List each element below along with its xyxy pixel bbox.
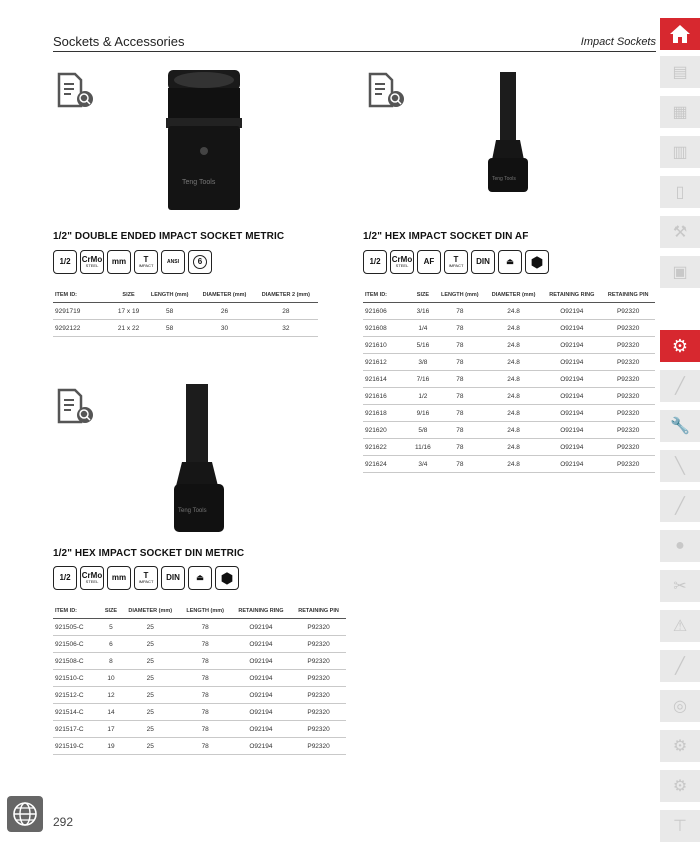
table-cell: P92320	[601, 456, 655, 473]
sidebar-tab-gears[interactable]	[660, 730, 700, 764]
table-cell: O92194	[542, 320, 601, 337]
ansi-icon: ANSI	[161, 250, 185, 274]
svg-text:Teng Tools: Teng Tools	[178, 508, 207, 514]
table-row	[53, 687, 346, 704]
double-ended-socket-image	[160, 66, 250, 221]
af-icon: AF	[417, 250, 441, 274]
sockets-icon: ⚙	[671, 335, 689, 356]
sidebar-tab-sockets[interactable]	[660, 330, 700, 364]
sidebar-tab-keys[interactable]	[660, 450, 700, 484]
table-cell: P92320	[601, 303, 655, 320]
table-cell: 921505-C	[53, 619, 101, 636]
table-cell: 8	[101, 653, 121, 670]
table-cell: O92194	[542, 371, 601, 388]
retaining-ring-icon: ⏏	[498, 250, 522, 274]
table-cell: 24.8	[485, 337, 542, 354]
sidebar-tab-toolstorage[interactable]	[660, 56, 700, 90]
set-icon: ▣	[672, 264, 688, 281]
col-header: SIZE	[101, 608, 121, 619]
table-cell: 921519-C	[53, 738, 101, 755]
table-cell: O92194	[231, 687, 291, 704]
table-cell: 3/8	[411, 354, 435, 371]
table-cell: 78	[435, 439, 485, 456]
sidebar-tab-measuring[interactable]	[660, 530, 700, 564]
table-cell: O92194	[231, 653, 291, 670]
pliers-icon: ✂	[673, 578, 687, 595]
home-icon	[669, 24, 691, 44]
impact-icon: T IMPACT	[444, 250, 468, 274]
table-cell: P92320	[601, 371, 655, 388]
sidebar-tab-specialist[interactable]	[660, 810, 700, 844]
table-cell: 3/16	[411, 303, 435, 320]
sidebar-tab-trolley[interactable]	[660, 96, 700, 130]
table-cell: 24.8	[485, 456, 542, 473]
impact-icon: T IMPACT	[134, 566, 158, 590]
table-cell: 11/16	[411, 439, 435, 456]
sidebar-tab-toolkits[interactable]	[660, 216, 700, 250]
table-cell: P92320	[291, 738, 346, 755]
table-cell: 921517-C	[53, 721, 101, 738]
subsection-title: Impact Sockets	[580, 36, 656, 48]
col-header: RETAINING RING	[231, 608, 291, 619]
table-cell: O92194	[542, 337, 601, 354]
table-cell: 25	[121, 687, 180, 704]
tester-icon: ╱	[675, 658, 685, 675]
table-cell: O92194	[542, 456, 601, 473]
half-inch-drive-icon: 1/2	[53, 566, 77, 590]
table-cell: 78	[180, 704, 231, 721]
sidebar-tab-chest[interactable]	[660, 136, 700, 170]
table-cell: 921508-C	[53, 653, 101, 670]
table-row	[363, 422, 655, 439]
table-cell: 921616	[363, 388, 411, 405]
din-icon: DIN	[471, 250, 495, 274]
table-cell: P92320	[601, 320, 655, 337]
sidebar-tab-screwdrivers[interactable]	[660, 370, 700, 404]
metric-icon: mm	[107, 250, 131, 274]
col-header: LENGTH (mm)	[435, 292, 485, 303]
table-cell: 25	[121, 619, 180, 636]
sidebar-tab-electrical[interactable]	[660, 650, 700, 684]
product1-table	[53, 292, 318, 337]
table-cell: 78	[180, 738, 231, 755]
table-cell: 24.8	[485, 303, 542, 320]
din-icon: DIN	[161, 566, 185, 590]
table-cell: 10	[101, 670, 121, 687]
table-row	[363, 405, 655, 422]
table-cell: O92194	[231, 738, 291, 755]
page-number: 292	[53, 815, 74, 829]
table-cell: O92194	[231, 704, 291, 721]
document-search-icon[interactable]	[55, 388, 95, 428]
category-sidebar	[660, 18, 700, 844]
table-row: 9292122 21 x 22 58 30 32	[53, 320, 318, 337]
table-cell: 25	[121, 653, 180, 670]
col-header: SIZE	[411, 292, 435, 303]
table-cell: 25	[121, 670, 180, 687]
table-cell: P92320	[601, 337, 655, 354]
table-cell: O92194	[542, 354, 601, 371]
impact-icon: T IMPACT	[134, 250, 158, 274]
table-cell: 25	[121, 721, 180, 738]
crmo-steel-icon: CrMo STEEL	[80, 250, 104, 274]
table-row	[363, 371, 655, 388]
sidebar-tab-workshop[interactable]	[660, 770, 700, 804]
table-cell: 24.8	[485, 320, 542, 337]
wrench-icon: 🔧	[670, 418, 690, 435]
svg-text:Teng Tools: Teng Tools	[492, 176, 516, 182]
table-cell: 78	[435, 371, 485, 388]
svg-text:Teng Tools: Teng Tools	[182, 179, 216, 186]
table-cell: P92320	[601, 422, 655, 439]
table-cell: 1/2	[411, 388, 435, 405]
table-cell: 921610	[363, 337, 411, 354]
col-header: DIAMETER (mm)	[485, 292, 542, 303]
table-cell: P92320	[291, 619, 346, 636]
sidebar-tab-sets[interactable]	[660, 256, 700, 290]
col-header: ITEM ID:	[53, 608, 101, 619]
col-header: SIZE	[113, 292, 144, 303]
table-cell: 921620	[363, 422, 411, 439]
half-inch-drive-icon: 1/2	[53, 250, 77, 274]
col-header: ITEM ID:	[53, 292, 113, 303]
table-cell: 25	[121, 738, 180, 755]
table-cell: 78	[435, 337, 485, 354]
hammer-icon: ╱	[675, 498, 685, 515]
table-cell: O92194	[542, 388, 601, 405]
table-row	[363, 320, 655, 337]
table-cell: 78	[435, 303, 485, 320]
table-cell: O92194	[231, 721, 291, 738]
sidebar-tab-safety[interactable]	[660, 610, 700, 644]
table-cell: 921514-C	[53, 704, 101, 721]
retaining-ring-icon: ⏏	[188, 566, 212, 590]
table-cell: 78	[180, 670, 231, 687]
table-cell: 921510-C	[53, 670, 101, 687]
hexagon-icon: ⬢	[525, 250, 549, 274]
light-icon: ◎	[673, 698, 687, 715]
table-cell: 78	[435, 388, 485, 405]
document-search-icon[interactable]	[55, 72, 95, 112]
table-row	[363, 456, 655, 473]
table-cell: P92320	[291, 687, 346, 704]
col-header: RETAINING PIN	[291, 608, 346, 619]
table-cell: 78	[435, 320, 485, 337]
product3-table	[53, 608, 346, 755]
table-cell: O92194	[542, 439, 601, 456]
table-cell: 921506-C	[53, 636, 101, 653]
locker-icon: ▯	[675, 184, 685, 201]
table-cell: 24.8	[485, 388, 542, 405]
table-row	[53, 721, 346, 738]
table-cell: 24.8	[485, 422, 542, 439]
chest-icon: ▥	[672, 144, 688, 161]
table-cell: 921606	[363, 303, 411, 320]
key-icon: ╲	[675, 458, 685, 475]
sidebar-tab-wrenches[interactable]	[660, 410, 700, 444]
hex-socket-af-image	[480, 70, 540, 205]
feature-icons	[53, 566, 239, 590]
table-cell: 78	[180, 721, 231, 738]
section-title: Sockets & Accessories	[53, 34, 185, 49]
home-tab[interactable]	[660, 18, 700, 52]
table-cell: O92194	[231, 636, 291, 653]
table-row	[53, 636, 346, 653]
col-header: DIAMETER (mm)	[121, 608, 180, 619]
table-cell: P92320	[291, 704, 346, 721]
table-cell: 78	[435, 456, 485, 473]
table-row	[53, 670, 346, 687]
table-cell: O92194	[231, 670, 291, 687]
col-header: DIAMETER 2 (mm)	[254, 292, 318, 303]
table-cell: 78	[180, 653, 231, 670]
table-cell: P92320	[601, 354, 655, 371]
table-cell: 24.8	[485, 405, 542, 422]
hex-socket-metric-image	[168, 382, 238, 547]
table-cell: P92320	[601, 405, 655, 422]
table-row	[363, 303, 655, 320]
table-cell: 78	[180, 619, 231, 636]
sidebar-tab-pliers[interactable]	[660, 570, 700, 604]
table-cell: O92194	[542, 303, 601, 320]
table-cell: O92194	[542, 405, 601, 422]
sidebar-tab-lighting[interactable]	[660, 690, 700, 724]
warning-icon: ⚠	[672, 618, 688, 635]
table-row: 9291719 17 x 19 58 26 28	[53, 303, 318, 320]
table-row	[363, 388, 655, 405]
product-title: 1/2" DOUBLE ENDED IMPACT SOCKET METRIC	[53, 231, 285, 242]
table-row	[363, 354, 655, 371]
table-cell: O92194	[542, 422, 601, 439]
table-cell: 921608	[363, 320, 411, 337]
metric-icon: mm	[107, 566, 131, 590]
table-cell: 921512-C	[53, 687, 101, 704]
table-cell: 24.8	[485, 439, 542, 456]
table-row	[363, 439, 655, 456]
table-row	[363, 337, 655, 354]
page-header	[53, 32, 656, 52]
table-cell: 78	[435, 405, 485, 422]
sidebar-tab-hammers[interactable]	[660, 490, 700, 524]
table-cell: 6	[101, 636, 121, 653]
workshop-icon: ⚙	[672, 778, 688, 795]
table-cell: P92320	[601, 439, 655, 456]
col-header: RETAINING RING	[542, 292, 601, 303]
half-inch-drive-icon: 1/2	[363, 250, 387, 274]
table-cell: P92320	[601, 388, 655, 405]
sidebar-tab-cabinet[interactable]	[660, 176, 700, 210]
cabinet-icon: ▤	[672, 64, 688, 81]
table-cell: 921624	[363, 456, 411, 473]
product-title: 1/2" HEX IMPACT SOCKET DIN METRIC	[53, 548, 245, 559]
crmo-steel-icon: CrMo STEEL	[80, 566, 104, 590]
table-cell: P92320	[291, 653, 346, 670]
table-cell: O92194	[231, 619, 291, 636]
crmo-steel-icon: CrMo STEEL	[390, 250, 414, 274]
table-cell: 24.8	[485, 354, 542, 371]
table-cell: 921622	[363, 439, 411, 456]
table-cell: 14	[101, 704, 121, 721]
document-search-icon[interactable]	[366, 72, 406, 112]
table-cell: 24.8	[485, 371, 542, 388]
table-cell: 5/8	[411, 422, 435, 439]
disc-icon: ●	[675, 537, 685, 554]
col-header: RETAINING PIN	[601, 292, 655, 303]
table-row	[53, 653, 346, 670]
table-row	[53, 738, 346, 755]
trolley-icon: ▦	[672, 104, 688, 121]
col-header: LENGTH (mm)	[144, 292, 195, 303]
globe-icon[interactable]	[7, 796, 43, 832]
table-cell: 921612	[363, 354, 411, 371]
table-cell: 78	[435, 354, 485, 371]
table-cell: 78	[435, 422, 485, 439]
table-cell: 78	[180, 687, 231, 704]
specialist-tool-icon: ⊤	[673, 818, 687, 835]
table-cell: 17	[101, 721, 121, 738]
toolkit-icon: ⚒	[672, 224, 688, 241]
product2-table	[363, 292, 655, 473]
table-cell: 3/4	[411, 456, 435, 473]
table-cell: P92320	[291, 636, 346, 653]
col-header: LENGTH (mm)	[180, 608, 231, 619]
table-cell: 7/16	[411, 371, 435, 388]
table-cell: P92320	[291, 670, 346, 687]
table-cell: 921618	[363, 405, 411, 422]
col-header: DIAMETER (mm)	[195, 292, 254, 303]
table-cell: 1/4	[411, 320, 435, 337]
table-cell: 25	[121, 636, 180, 653]
col-header: ITEM ID:	[363, 292, 411, 303]
table-cell: 921614	[363, 371, 411, 388]
feature-icons	[53, 250, 212, 274]
gears-icon: ⚙	[672, 738, 688, 755]
screwdriver-icon: ╱	[675, 378, 685, 395]
table-cell: 5/16	[411, 337, 435, 354]
feature-icons	[363, 250, 549, 274]
table-cell: 9/16	[411, 405, 435, 422]
table-row	[53, 619, 346, 636]
table-cell: 25	[121, 704, 180, 721]
table-cell: 12	[101, 687, 121, 704]
table-cell: 5	[101, 619, 121, 636]
hexagon-icon: ⬢	[215, 566, 239, 590]
six-point-icon: 6	[188, 250, 212, 274]
table-cell: 78	[180, 636, 231, 653]
product-title: 1/2" HEX IMPACT SOCKET DIN AF	[363, 231, 529, 242]
table-cell: P92320	[291, 721, 346, 738]
table-cell: 19	[101, 738, 121, 755]
table-row	[53, 704, 346, 721]
